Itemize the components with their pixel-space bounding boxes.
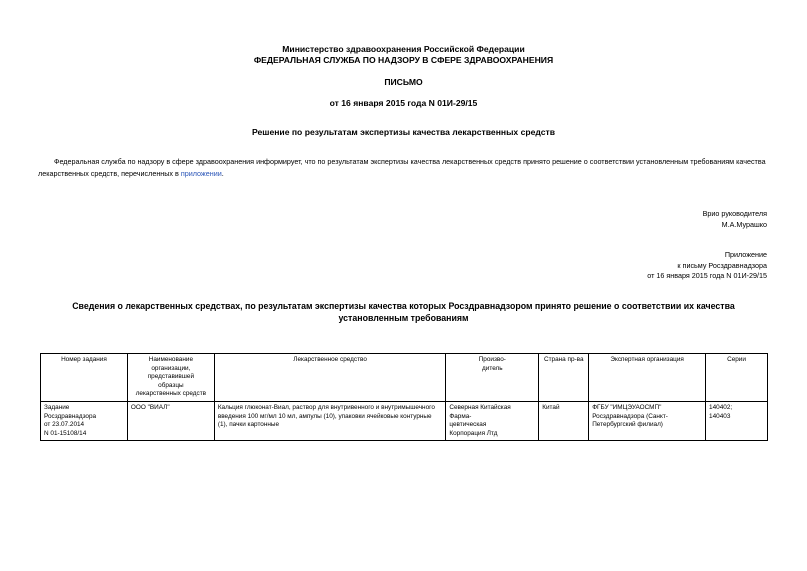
- cell-line: 140403: [709, 412, 731, 420]
- table-header-row: [41, 354, 768, 402]
- header-producer: [446, 354, 539, 402]
- header-organization-line: лекарственных средств: [135, 390, 207, 398]
- cell-line: Задание: [44, 403, 70, 411]
- cell-line: ФГБУ "ИМЦЭУАОСМП": [592, 403, 662, 411]
- cell-expert-organization: [589, 401, 706, 440]
- signature-position: Врио руководителя: [702, 209, 767, 218]
- header-organization-line: организации,: [151, 364, 191, 372]
- cell-organization: ООО "ВИАЛ": [127, 401, 214, 440]
- cell-line: Росздравнадзора (Санкт-: [592, 412, 668, 420]
- header-series: Серии: [706, 354, 768, 402]
- body-paragraph-text: Федеральная служба по надзору в сфере здравоохранения информирует, что по результатам экспертизы качества лекарственных средств принято решение о соответствии установленным требованиям качества лекарственных средств, перечисленных в: [38, 157, 766, 178]
- cell-line: цевтическая: [449, 421, 487, 429]
- cell-producer: [446, 401, 539, 440]
- header-task-number: Номер задания: [41, 354, 128, 402]
- cell-line: Петербургский филиал): [592, 421, 663, 429]
- ministry-heading: Министерство здравоохранения Российской Федерации: [282, 44, 525, 54]
- drugs-table: [40, 353, 768, 441]
- cell-line: Северная Китайская: [449, 403, 511, 411]
- body-paragraph-end: .: [221, 169, 224, 178]
- service-heading: ФЕДЕРАЛЬНАЯ СЛУЖБА ПО НАДЗОРУ В СФЕРЕ ЗДРАВООХРАНЕНИЯ: [253, 55, 554, 65]
- table-row: [41, 401, 768, 440]
- cell-line: Росздравнадзора: [44, 412, 97, 420]
- header-organization: [127, 354, 214, 402]
- cell-drug: Кальция глюконат-Виал, раствор для внутривенного и внутримышечного введения 100 мг/мл 10 мл, ампулы (10), упаковки ячейковые контурные (1), пачки картонные: [214, 401, 446, 440]
- cell-series: [706, 401, 768, 440]
- header-organization-line: представившей: [147, 373, 195, 381]
- header-expert-organization: Экспертная организация: [589, 354, 706, 402]
- header-organization-line: образцы: [158, 381, 184, 389]
- appendix-date-number: от 16 января 2015 года N 01И-29/15: [647, 271, 767, 280]
- appendix-label: Приложение: [724, 250, 767, 259]
- header-organization-line: Наименование: [148, 356, 194, 363]
- appendix-title-line1: Сведения о лекарственных средствах, по результатам экспертизы качества которых Росздравнадзором принято решение о соответствии их качества: [72, 301, 735, 311]
- header-country: Страна пр-ва: [539, 354, 589, 402]
- appendix-to-letter: к письму Росздравнадзора: [677, 260, 767, 270]
- appendix-title-line2: установленным требованиям: [338, 313, 469, 323]
- signature-name: М.А.Мурашко: [721, 219, 767, 229]
- letter-subject: Решение по результатам экспертизы качества лекарственных средств: [251, 127, 556, 137]
- cell-line: Фарма-: [449, 412, 472, 420]
- signature-block: [703, 209, 767, 230]
- cell-line: от 23.07.2014: [44, 421, 85, 429]
- cell-task-number: [41, 401, 128, 440]
- appendix-link[interactable]: приложении: [180, 169, 222, 178]
- cell-line: 140402;: [709, 403, 733, 411]
- appendix-reference: [647, 250, 767, 282]
- header-producer-line: Произво-: [478, 356, 506, 363]
- cell-country: Китай: [539, 401, 589, 440]
- cell-line: Корпорация Лтд: [449, 429, 498, 437]
- body-paragraph: [38, 156, 769, 180]
- doc-type-heading: ПИСЬМО: [384, 77, 423, 87]
- header-drug: Лекарственное средство: [214, 354, 446, 402]
- header-producer-line: дитель: [482, 364, 503, 372]
- letter-date-number: от 16 января 2015 года N 01И-29/15: [329, 98, 478, 108]
- cell-line: N 01-15108/14: [44, 429, 87, 437]
